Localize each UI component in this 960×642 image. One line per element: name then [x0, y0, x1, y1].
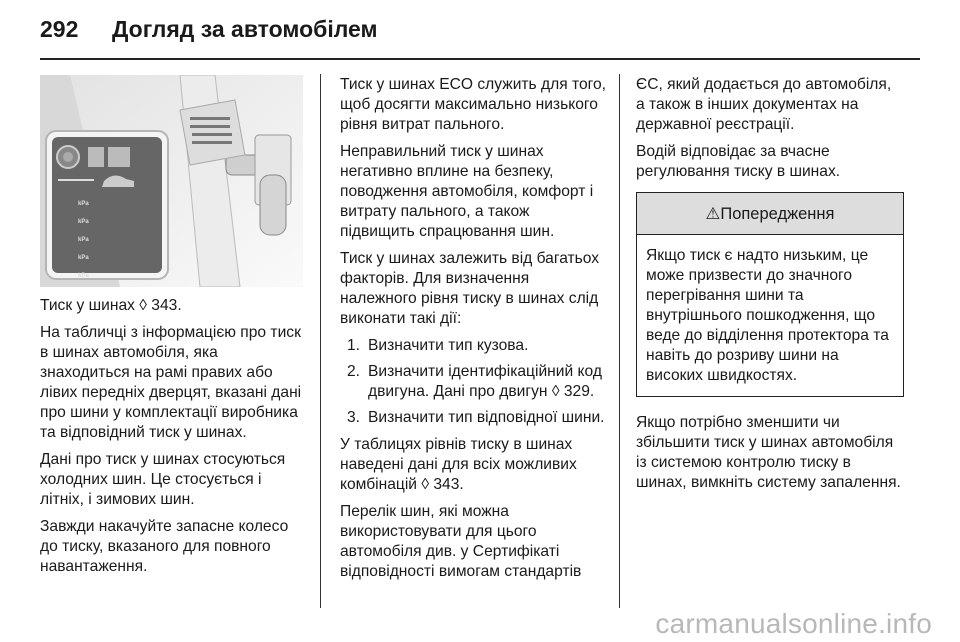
paragraph: На табличці з інформацією про тиск в шинах автомобіля, яка знаходиться на рамі правих або лівих передніх дверцят, вказані дані про шини у комплектації виробника та відповідний тиск у шинах.	[40, 324, 302, 441]
cross-reference: Тиск у шинах ◊ 343.	[40, 297, 182, 314]
paragraph: Неправильний тиск у шинах негативно вплине на безпеку, поводження автомобіля, комфорт і витрату пального, а також підвищить спрацювання шин.	[340, 143, 594, 240]
page-header	[40, 16, 378, 43]
column-divider-2	[619, 74, 620, 608]
pressure-unit: kPa	[78, 237, 89, 243]
paragraph: ЄС, який додається до автомобіля, а також в інших документах на державної реєстрації.	[636, 76, 892, 133]
paragraph: У таблицях рівнів тиску в шинах наведені дані для всіх можливих комбінацій ◊ 343.	[340, 436, 577, 493]
column-divider-1	[320, 74, 321, 608]
list-text: Визначити тип відповідної шини.	[368, 409, 605, 426]
list-item	[340, 362, 608, 402]
column-middle	[340, 75, 608, 589]
pressure-unit: kPa	[78, 201, 89, 207]
pressure-unit: kPa	[78, 219, 89, 225]
watermark: carmanualsonline.info	[655, 608, 932, 639]
label-pressure-units	[78, 195, 163, 285]
warning-triangle-icon: ⚠	[705, 205, 721, 223]
list-number: 3.	[347, 409, 361, 426]
warning-title: Попередження	[720, 205, 835, 223]
paragraph: Тиск у шинах залежить від багатьох факторів. Для визначення належного рівня тиску в шинах слід виконати такі дії:	[340, 250, 600, 327]
list-text: Визначити ідентифікаційний код двигуна. Дані про двигун ◊ 329.	[368, 363, 602, 400]
list-number: 2.	[347, 363, 361, 380]
warning-box	[636, 192, 904, 397]
list-text: Визначити тип кузова.	[368, 337, 529, 354]
column-left	[40, 296, 305, 584]
paragraph: Перелік шин, які можна використовувати для цього автомобіля див. у Сертифікаті відповідності вимогам стандартів	[340, 503, 582, 580]
warning-text: Якщо тиск є надто низьким, це може призвести до значного перегрівання шини та внутрішнього пошкодження, що веде до відділення протектора та навіть до розриву шини на високих швидкостях.	[646, 247, 889, 384]
paragraph: Дані про тиск у шинах стосуються холодних шин. Це стосується і літніх, і зимових шин.	[40, 451, 286, 508]
paragraph: Завжди накачуйте запасне колесо до тиску, вказаного для повного навантаження.	[40, 518, 289, 575]
paragraph: Якщо потрібно зменшити чи збільшити тиск у шинах автомобіля із системою контролю тиску в шинах, вимкніть систему запалення.	[636, 414, 901, 491]
list-item	[340, 336, 608, 356]
column-right	[636, 75, 904, 500]
list-item	[340, 408, 608, 428]
tire-pressure-label-photo	[40, 75, 303, 287]
page-number: 292	[40, 16, 79, 42]
warning-header	[637, 193, 903, 235]
steps-list	[340, 336, 608, 428]
paragraph: Тиск у шинах ECO служить для того, щоб досягти максимально низького рівня витрат пального.	[340, 76, 606, 133]
paragraph: Водій відповідає за вчасне регулювання тиску в шинах.	[636, 143, 841, 180]
header-rule	[40, 58, 920, 60]
list-number: 1.	[347, 337, 361, 354]
page-title: Догляд за автомобілем	[112, 16, 378, 42]
pressure-unit: kPa	[78, 273, 89, 279]
pressure-unit: kPa	[78, 255, 89, 261]
